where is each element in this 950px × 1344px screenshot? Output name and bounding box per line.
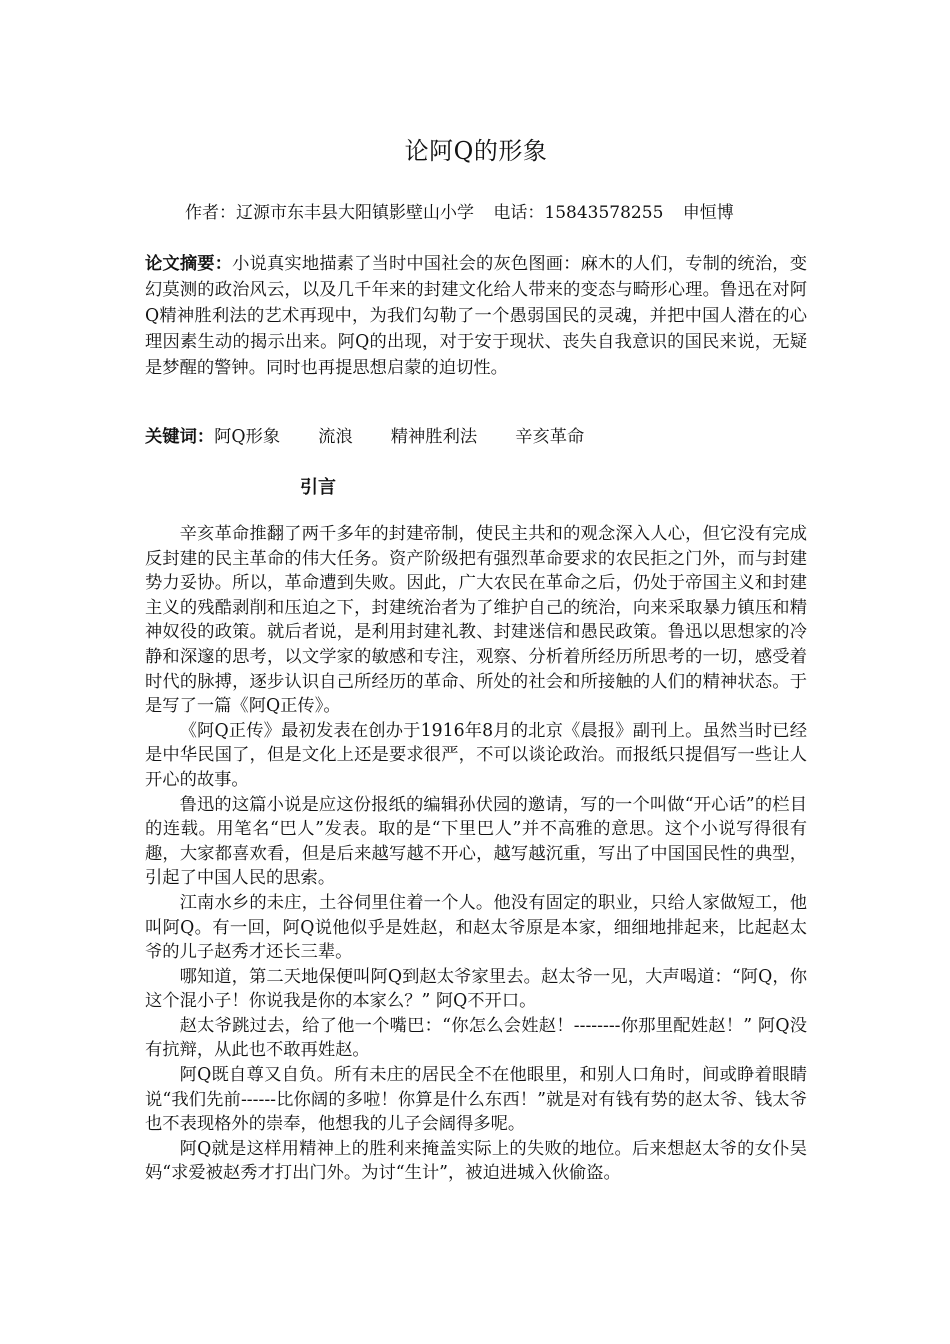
body-paragraph: 鲁迅的这篇小说是应这份报纸的编辑孙伏园的邀请，写的一个叫做“开心话”的栏目的连载。用笔名“巴人”发表。取的是“下里巴人”并不高雅的意思。这个小说写得很有趣，大家都喜欢看，但是后来越写越不开心，越写越沉重，写出了中国国民性的典型，引起了中国人民的思索。 bbox=[145, 794, 807, 889]
body-paragraph: 阿Q既自尊又自负。所有未庄的居民全不在他眼里，和别人口角时，间或睁着眼睛说“我们先前------比你阔的多啦！你算是什么东西！”就是对有钱有势的赵太爷、钱太爷也不表现格外的崇奉，他想我的儿子会阔得多呢。 bbox=[145, 1065, 807, 1135]
keyword-item: 辛亥革命 bbox=[515, 427, 585, 447]
abstract-label: 论文摘要： bbox=[145, 254, 233, 274]
document-title: 论阿Q的形象 bbox=[404, 137, 548, 165]
keywords-label: 关键词： bbox=[145, 427, 215, 447]
keyword-item: 精神胜利法 bbox=[390, 427, 478, 447]
abstract-text: 小说真实地描素了当时中国社会的灰色图画：麻木的人们，专制的统治，变幻莫测的政治风云，以及几千年来的封建文化给人带来的变态与畸形心理。鲁迅在对阿Q精神胜利法的艺术再现中，为我们勾勒了一个愚弱国民的灵魂，并把中国人潜在的心理因素生动的揭示出来。阿Q的出现，对于安于现状、丧失自我意识的国民来说，无疑是梦醒的警钟。同时也再提思想启蒙的迫切性。 bbox=[145, 254, 807, 378]
abstract-block bbox=[145, 251, 807, 381]
author-byline bbox=[185, 201, 825, 225]
body-paragraph: 阿Q就是这样用精神上的胜利来掩盖实际上的失败的地位。后来想赵太爷的女仆吴妈“求爱被赵秀才打出门外。为讨“生计”，被迫进城入伙偷盗。 bbox=[145, 1138, 807, 1184]
keyword-item: 流浪 bbox=[318, 427, 353, 447]
keywords-line bbox=[145, 424, 807, 450]
body-paragraph: 辛亥革命推翻了两千多年的封建帝制，使民主共和的观念深入人心，但它没有完成反封建的民主革命的伟大任务。资产阶级把有强烈革命要求的农民拒之门外，而与封建势力妥协。所以，革命遭到失败。因此，广大农民在革命之后，仍处于帝国主义和封建主义的残酷剥削和压迫之下，封建统治者为了维护自己的统治，向来采取暴力镇压和精神奴役的政策。就后者说，是利用封建礼教、封建迷信和愚民政策。鲁迅以思想家的冷静和深邃的思考，以文学家的敏感和专注，观察、分析着所经历所思考的一切，感受着时代的脉搏，逐步认识自己所经历的革命、所处的社会和所接触的人们的精神状态。于是写了一篇《阿Q正传》。 bbox=[145, 524, 807, 717]
body-paragraph: 江南水乡的未庄，土谷伺里住着一个人。他没有固定的职业，只给人家做短工，他叫阿Q。有一回，阿Q说他似乎是姓赵，和赵太爷原是本家，细细地排起来，比起赵太爷的儿子赵秀才还长三辈。 bbox=[145, 892, 807, 963]
section-heading-introduction: 引言 bbox=[300, 477, 336, 498]
author-affiliation: 作者：辽源市东丰县大阳镇影壁山小学 bbox=[185, 203, 474, 223]
body-text bbox=[145, 522, 807, 1186]
keyword-item: 阿Q形象 bbox=[214, 427, 281, 447]
author-name: 申恒博 bbox=[682, 203, 734, 223]
body-paragraph: 赵太爷跳过去，给了他一个嘴巴：“你怎么会姓赵！--------你那里配姓赵！” 阿Q没有抗辩，从此也不敢再姓赵。 bbox=[145, 1015, 807, 1061]
author-phone: 电话：15843578255 bbox=[493, 203, 664, 223]
body-paragraph: 哪知道，第二天地保便叫阿Q到赵太爷家里去。赵太爷一见，大声喝道：“阿Q，你这个混小子！你说我是你的本家么？” 阿Q不开口。 bbox=[145, 966, 807, 1012]
body-paragraph: 《阿Q正传》最初发表在创办于1916年8月的北京《晨报》副刊上。虽然当时已经是中华民国了，但是文化上还是要求很严，不可以谈论政治。而报纸只提倡写一些让人开心的故事。 bbox=[145, 720, 807, 790]
